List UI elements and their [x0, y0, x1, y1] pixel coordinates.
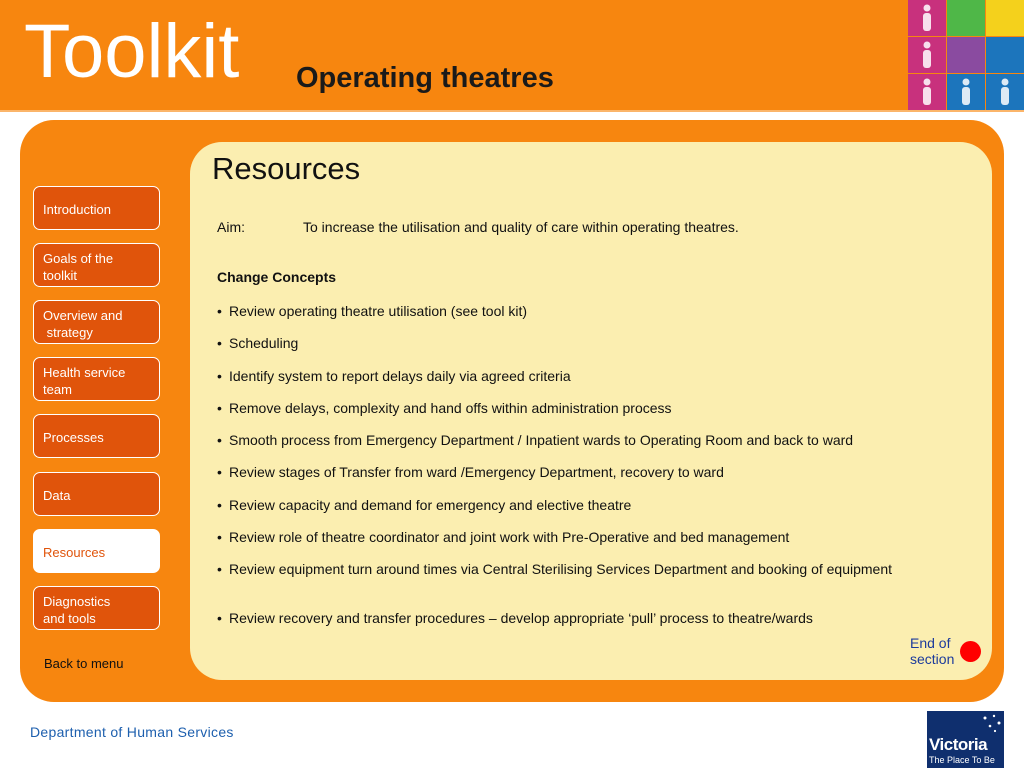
sidebar-item-resources[interactable]: [33, 529, 160, 573]
sidebar-item-label: Data: [43, 488, 71, 503]
end-of-section-button[interactable]: [960, 641, 981, 662]
sidebar-item-data[interactable]: [33, 472, 160, 516]
sidebar-item-processes[interactable]: [33, 414, 160, 458]
sidebar-item-label: Resources: [43, 545, 106, 560]
tile: [986, 0, 1024, 36]
list-item: • Review equipment turn around times via Central Sterilising Services Department and booking of equipment: [217, 561, 917, 578]
section-heading: Resources: [212, 151, 361, 186]
list-item: • Review operating theatre utilisation (see tool kit): [217, 303, 917, 320]
sidebar-item-health-service-team[interactable]: [33, 357, 160, 401]
sidebar-item-label: Processes: [43, 430, 104, 445]
sidebar-item-diagnostics-and-tools[interactable]: [33, 586, 160, 630]
person-icon: [908, 74, 946, 110]
tile: [947, 74, 985, 110]
department-name: Department of Human Services: [30, 724, 234, 740]
person-icon: [947, 74, 985, 110]
header-divider: [0, 110, 1024, 112]
list-item: • Review capacity and demand for emergency and elective theatre: [217, 497, 917, 514]
tile: [908, 37, 946, 73]
app-title: Toolkit: [24, 9, 240, 94]
southern-cross-stars-icon: [981, 714, 1003, 734]
back-to-menu-link[interactable]: Back to menu: [44, 656, 124, 671]
sidebar-item-overview-and-strategy[interactable]: [33, 300, 160, 344]
sidebar-item-label: Diagnostics and tools: [43, 594, 111, 626]
tile: [947, 0, 985, 36]
person-icon: [908, 37, 946, 73]
sidebar-item-label: Health service team: [43, 365, 126, 397]
tile: [908, 0, 946, 36]
tile: [986, 37, 1024, 73]
tile: [908, 74, 946, 110]
logo-tagline: The Place To Be: [929, 755, 995, 765]
tile: [947, 37, 985, 73]
sidebar-item-label: Goals of the toolkit: [43, 251, 114, 283]
list-item: • Remove delays, complexity and hand offs within administration process: [217, 400, 917, 417]
list-item: • Review recovery and transfer procedures – develop appropriate ‘pull’ process to theatre/wards: [217, 610, 917, 627]
end-of-section-label: End of section: [910, 635, 955, 667]
page-subtitle: Operating theatres: [296, 62, 554, 94]
sidebar-item-label: Overview and strategy: [43, 308, 123, 340]
list-item: • Review stages of Transfer from ward /Emergency Department, recovery to ward: [217, 464, 917, 481]
logo-name: Victoria: [929, 735, 988, 754]
sidebar-item-goals-of-the-toolkit[interactable]: [33, 243, 160, 287]
tile: [986, 74, 1024, 110]
change-concepts-heading: Change Concepts: [217, 269, 337, 285]
person-icon: [986, 74, 1024, 110]
list-item: • Review role of theatre coordinator and joint work with Pre-Operative and bed management: [217, 529, 917, 546]
header-bar: [0, 0, 1024, 110]
list-item: • Identify system to report delays daily via agreed criteria: [217, 368, 917, 385]
aim-label: Aim:: [217, 219, 245, 235]
people-tiles-graphic: [908, 0, 1024, 110]
list-item: • Scheduling: [217, 335, 917, 352]
list-item: • Smooth process from Emergency Department / Inpatient wards to Operating Room and back to ward: [217, 432, 917, 449]
sidebar-item-introduction[interactable]: [33, 186, 160, 230]
person-icon: [908, 0, 946, 36]
victoria-logo: [927, 711, 1004, 768]
sidebar-item-label: Introduction: [43, 202, 111, 217]
aim-text: To increase the utilisation and quality of care within operating theatres.: [303, 219, 739, 235]
